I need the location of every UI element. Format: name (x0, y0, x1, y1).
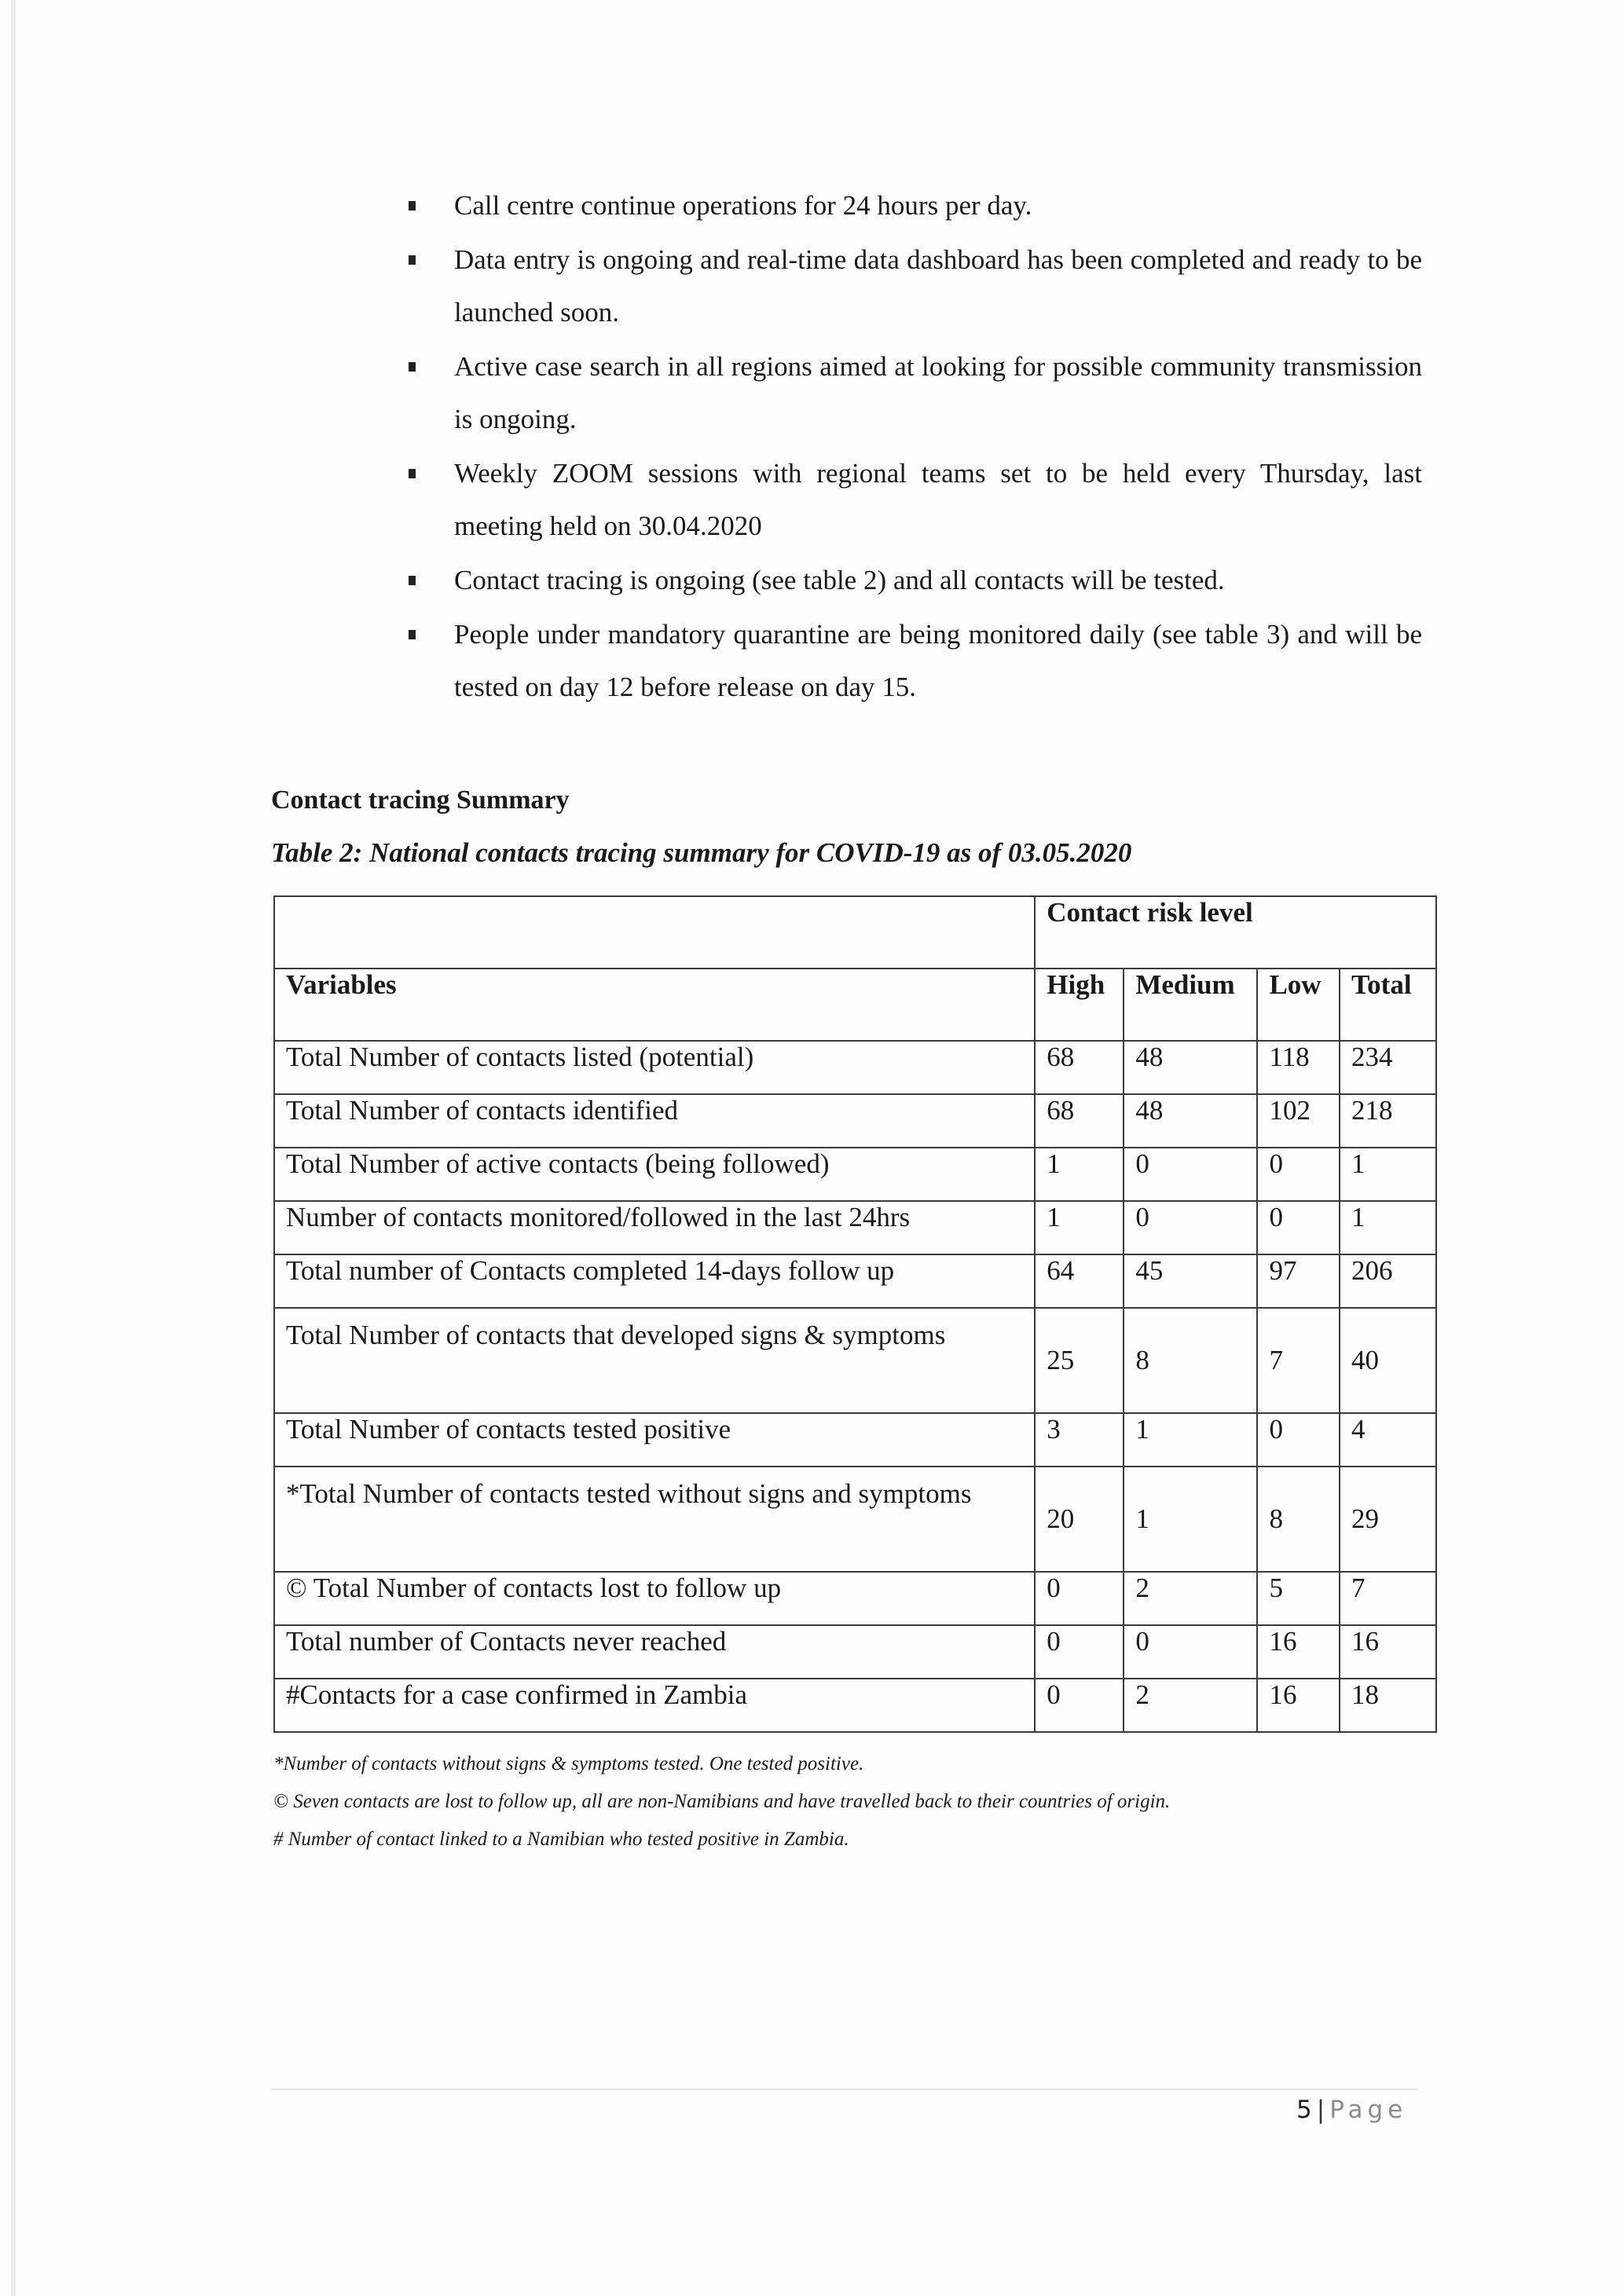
cell-medium: 2 (1124, 1679, 1257, 1732)
cell-total: 206 (1340, 1254, 1436, 1308)
bullet-list (409, 179, 1422, 715)
cell-high: 68 (1035, 1094, 1124, 1148)
contact-tracing-table (273, 895, 1437, 1733)
cell-medium: 1 (1124, 1413, 1257, 1467)
table-row (274, 1625, 1436, 1679)
cell-total: 1 (1340, 1148, 1436, 1201)
cell-high: 0 (1035, 1625, 1124, 1679)
cell-low: 97 (1257, 1254, 1340, 1308)
cell-medium: 45 (1124, 1254, 1257, 1308)
row-label: Number of contacts monitored/followed in the last 24hrs (274, 1201, 1035, 1254)
row-label: Total Number of contacts identified (274, 1094, 1035, 1148)
bullet-text: Contact tracing is ongoing (see table 2) and all contacts will be tested. (454, 565, 1225, 595)
footnote-copyright: © Seven contacts are lost to follow up, all are non-Namibians and have travelled back to their countries of origin. (273, 1791, 1171, 1812)
page-number (1296, 2096, 1407, 2124)
table-row (274, 1094, 1436, 1148)
cell-medium: 48 (1124, 1041, 1257, 1094)
cell-total: 16 (1340, 1625, 1436, 1679)
cell-total: 7 (1340, 1572, 1436, 1625)
row-label: Total Number of contacts tested positive (274, 1413, 1035, 1467)
cell-high: 25 (1035, 1308, 1124, 1413)
cell-total: 40 (1340, 1308, 1436, 1413)
bullet-item (409, 447, 1422, 552)
footer-divider (271, 2089, 1418, 2090)
cell-low: 5 (1257, 1572, 1340, 1625)
bullet-item (409, 340, 1422, 445)
footnote-asterisk: *Number of contacts without signs & symptoms tested. One tested positive. (273, 1753, 864, 1774)
cell-low: 16 (1257, 1625, 1340, 1679)
square-bullet-icon (409, 469, 416, 478)
page-number-separator: | (1316, 2096, 1330, 2124)
column-header-medium: Medium (1124, 969, 1257, 1041)
cell-high: 64 (1035, 1254, 1124, 1308)
section-heading: Contact tracing Summary (271, 785, 570, 815)
empty-header-cell (274, 896, 1035, 969)
table-row (274, 1201, 1436, 1254)
row-label: Total Number of contacts that developed signs & symptoms (274, 1308, 1035, 1413)
table-row (274, 1679, 1436, 1732)
page-number-value: 5 (1296, 2096, 1317, 2124)
cell-high: 0 (1035, 1572, 1124, 1625)
table-header-row (274, 969, 1436, 1041)
cell-low: 8 (1257, 1467, 1340, 1572)
cell-high: 20 (1035, 1467, 1124, 1572)
cell-total: 1 (1340, 1201, 1436, 1254)
column-header-total: Total (1340, 969, 1436, 1041)
group-header-contact-risk-level: Contact risk level (1035, 896, 1436, 969)
cell-total: 218 (1340, 1094, 1436, 1148)
cell-total: 18 (1340, 1679, 1436, 1732)
table-group-header-row (274, 896, 1436, 969)
cell-medium: 0 (1124, 1201, 1257, 1254)
cell-low: 102 (1257, 1094, 1340, 1148)
row-label: © Total Number of contacts lost to follow up (274, 1572, 1035, 1625)
cell-medium: 0 (1124, 1625, 1257, 1679)
bullet-text: Active case search in all regions aimed at looking for possible community transmission is ongoing. (454, 351, 1422, 434)
cell-low: 7 (1257, 1308, 1340, 1413)
bullet-text: Call centre continue operations for 24 hours per day. (454, 190, 1032, 221)
table-row (274, 1413, 1436, 1467)
table-footnotes (273, 1745, 1452, 1858)
cell-low: 16 (1257, 1679, 1340, 1732)
bullet-text: Data entry is ongoing and real-time data dashboard has been completed and ready to be launched soon. (454, 244, 1422, 328)
table-caption: Table 2: National contacts tracing summary for COVID-19 as of 03.05.2020 (271, 837, 1132, 868)
table-row (274, 1148, 1436, 1201)
cell-total: 29 (1340, 1467, 1436, 1572)
cell-high: 1 (1035, 1148, 1124, 1201)
page-edge (11, 0, 16, 2296)
cell-low: 118 (1257, 1041, 1340, 1094)
bullet-item (409, 233, 1422, 339)
square-bullet-icon (409, 201, 416, 211)
page-number-label: Page (1329, 2096, 1408, 2124)
row-label: #Contacts for a case confirmed in Zambia (274, 1679, 1035, 1732)
row-label: Total Number of contacts listed (potential) (274, 1041, 1035, 1094)
cell-medium: 8 (1124, 1308, 1257, 1413)
cell-high: 0 (1035, 1679, 1124, 1732)
row-label: Total Number of active contacts (being followed) (274, 1148, 1035, 1201)
table-row (274, 1308, 1436, 1413)
table-row (274, 1572, 1436, 1625)
cell-total: 234 (1340, 1041, 1436, 1094)
table-row (274, 1041, 1436, 1094)
footnote-hash: # Number of contact linked to a Namibian who tested positive in Zambia. (273, 1829, 849, 1850)
column-header-variables: Variables (274, 969, 1035, 1041)
cell-total: 4 (1340, 1413, 1436, 1467)
cell-high: 1 (1035, 1201, 1124, 1254)
row-label: Total number of Contacts completed 14-days follow up (274, 1254, 1035, 1308)
cell-medium: 48 (1124, 1094, 1257, 1148)
cell-low: 0 (1257, 1413, 1340, 1467)
column-header-low: Low (1257, 969, 1340, 1041)
cell-low: 0 (1257, 1201, 1340, 1254)
cell-medium: 2 (1124, 1572, 1257, 1625)
column-header-high: High (1035, 969, 1124, 1041)
table-row (274, 1254, 1436, 1308)
square-bullet-icon (409, 362, 416, 372)
square-bullet-icon (409, 630, 416, 639)
cell-medium: 1 (1124, 1467, 1257, 1572)
bullet-item (409, 179, 1422, 232)
table-row (274, 1467, 1436, 1572)
bullet-item (409, 608, 1422, 713)
cell-medium: 0 (1124, 1148, 1257, 1201)
row-label: Total number of Contacts never reached (274, 1625, 1035, 1679)
cell-high: 68 (1035, 1041, 1124, 1094)
cell-high: 3 (1035, 1413, 1124, 1467)
row-label: *Total Number of contacts tested without signs and symptoms (274, 1467, 1035, 1572)
square-bullet-icon (409, 255, 416, 265)
bullet-text: People under mandatory quarantine are being monitored daily (see table 3) and will be tested on day 12 before release on day 15. (454, 619, 1422, 702)
bullet-text: Weekly ZOOM sessions with regional teams set to be held every Thursday, last meeting held on 30.04.2020 (454, 458, 1422, 541)
square-bullet-icon (409, 576, 416, 585)
bullet-item (409, 554, 1422, 606)
cell-low: 0 (1257, 1148, 1340, 1201)
